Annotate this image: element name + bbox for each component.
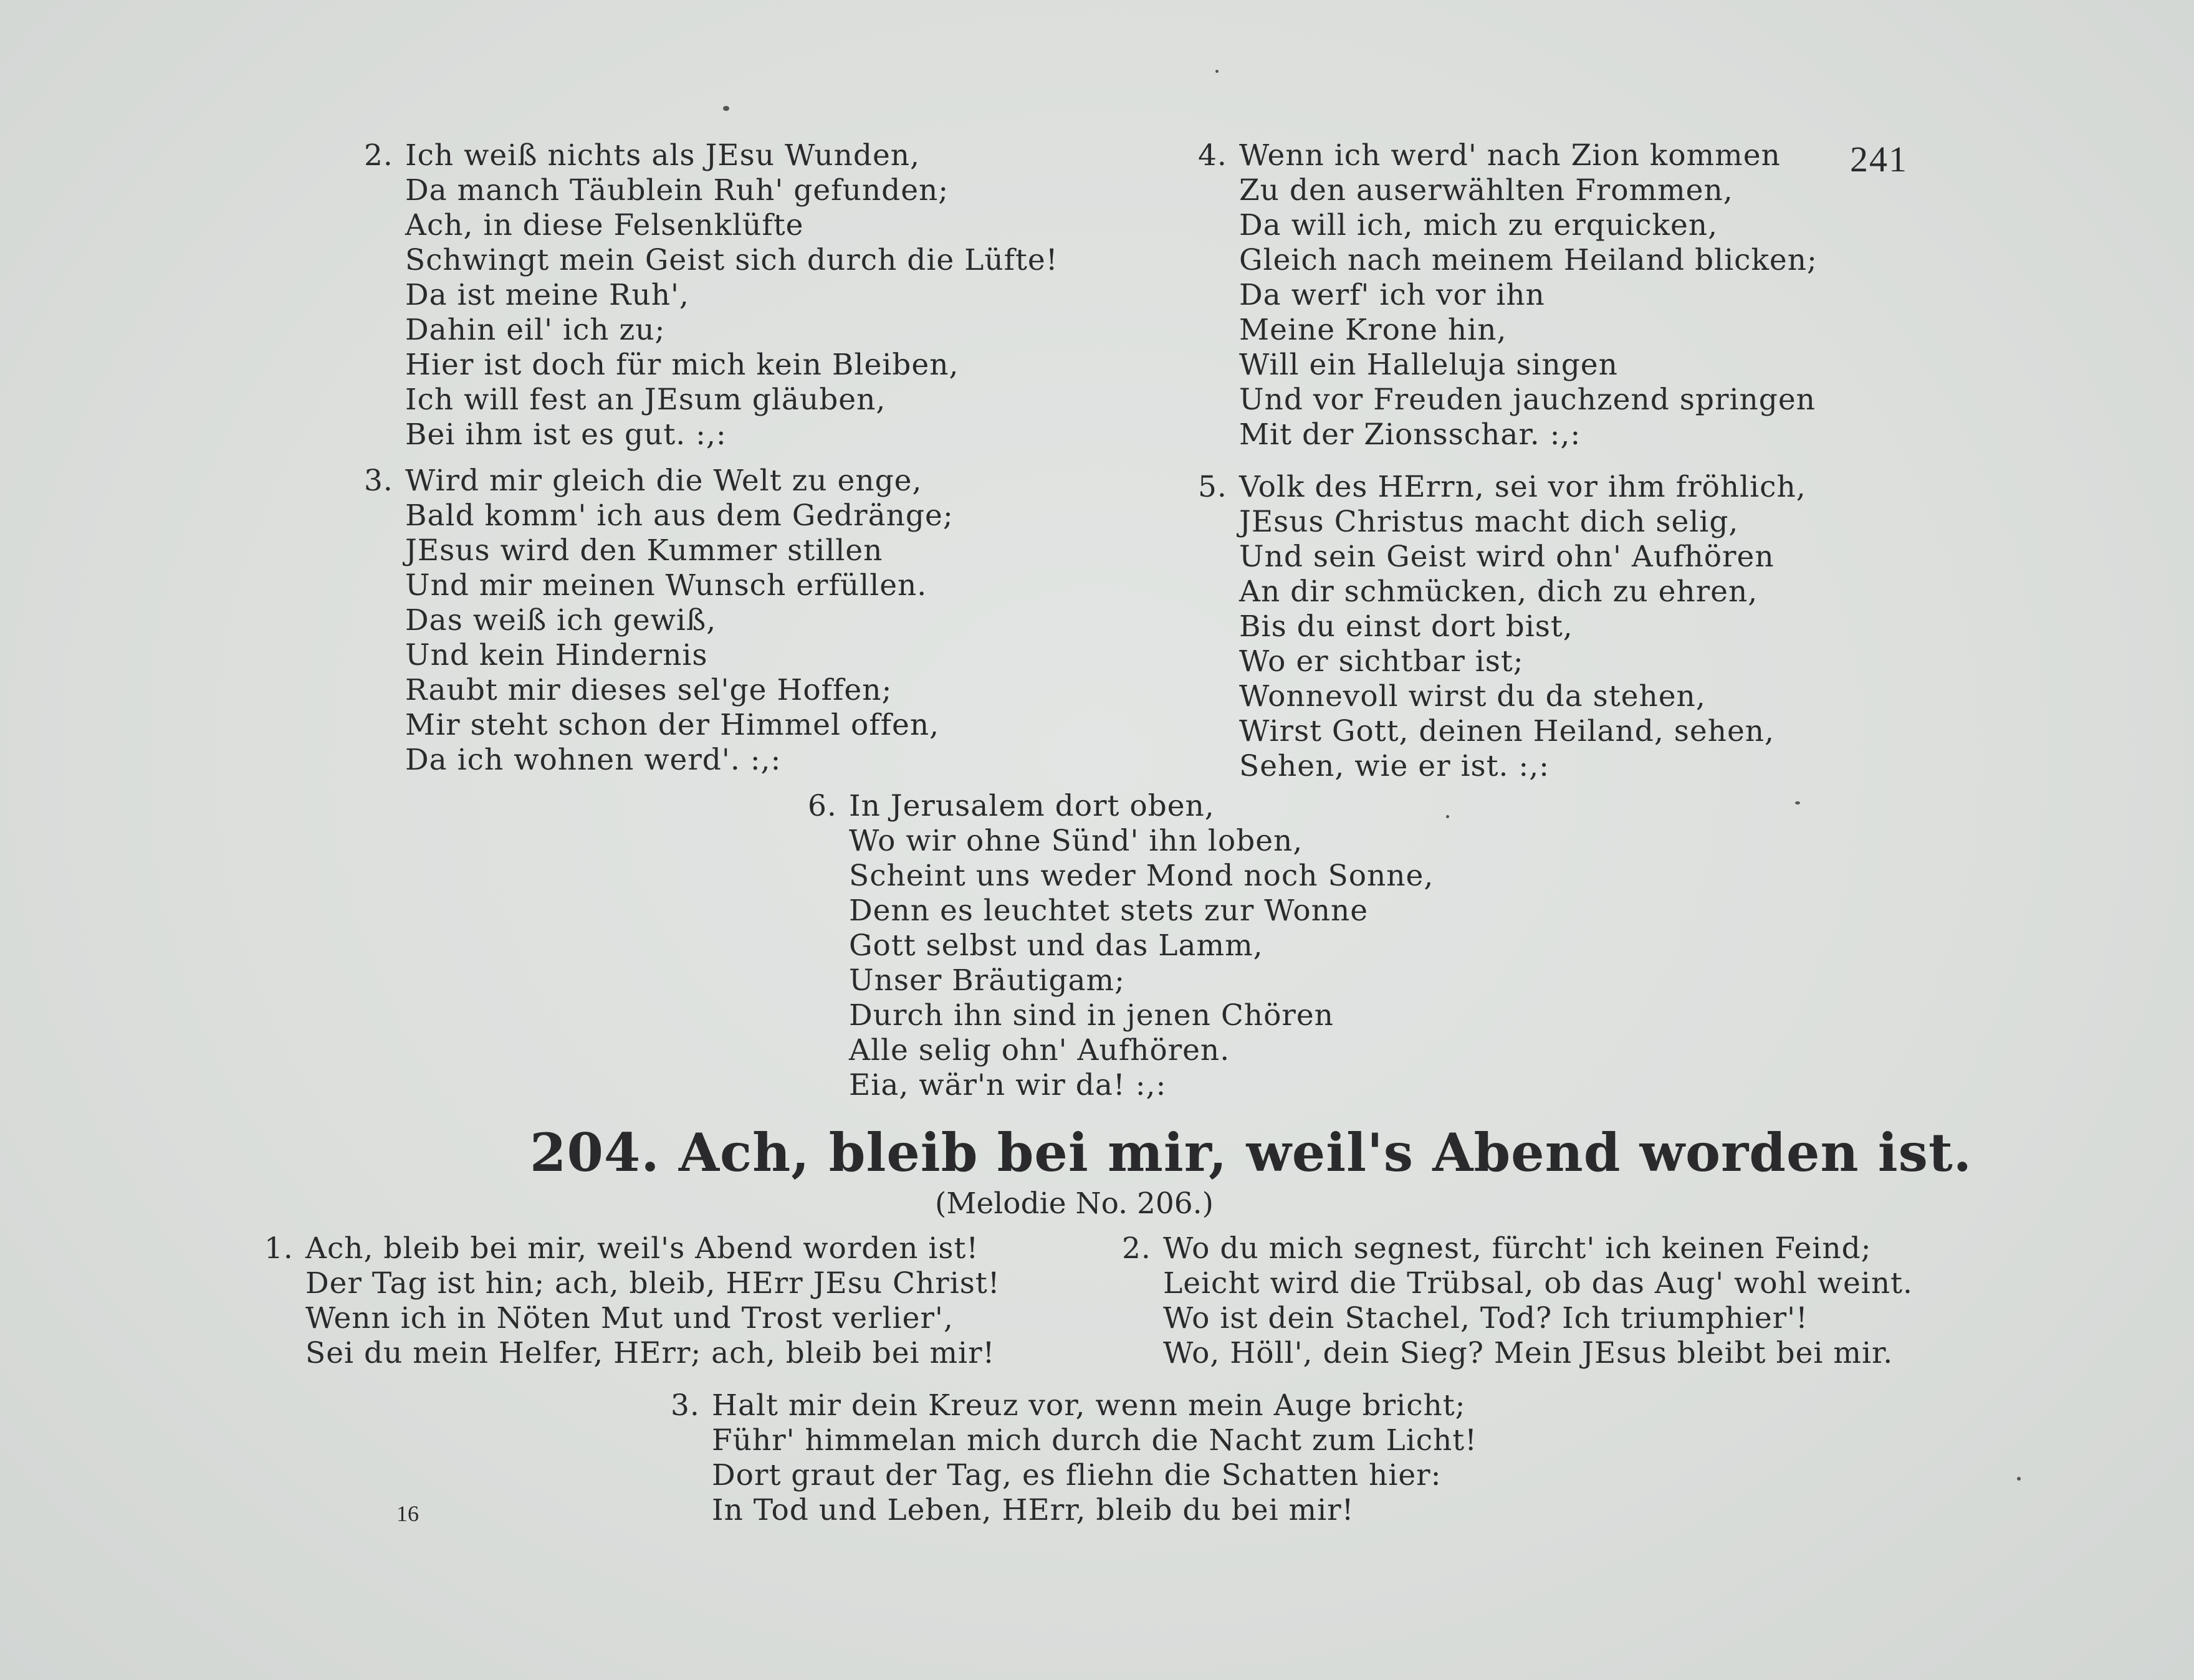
verse-line: Leicht wird die Trübsal, ob das Aug' wohl weint. xyxy=(1163,1266,1913,1301)
verse-line: Da werf' ich vor ihn xyxy=(1239,278,1545,312)
verse-line: Ach, in diese Felsenklüfte xyxy=(405,208,804,242)
verse-line: Mit der Zionsschar. :,: xyxy=(1239,418,1581,452)
verse-line: Eia, wär'n wir da! :,: xyxy=(849,1068,1167,1102)
verse-number: 5. xyxy=(1198,470,1227,504)
hymn-204-verse-3 xyxy=(671,1388,1477,1540)
verse-line: Gott selbst und das Lamm, xyxy=(849,928,1263,963)
verse-line: Wirst Gott, deinen Heiland, sehen, xyxy=(1239,714,1775,748)
verse-line: Dahin eil' ich zu; xyxy=(405,313,666,347)
verse-line: Sei du mein Helfer, HErr; ach, bleib bei mir! xyxy=(305,1336,995,1370)
verse-number: 6. xyxy=(808,789,837,823)
verse-line: Wo, Höll', dein Sieg? Mein JEsus bleibt bei mir. xyxy=(1163,1336,1894,1370)
verse-line: Und mir meinen Wunsch erfüllen. xyxy=(405,568,927,603)
verse-line: Will ein Halleluja singen xyxy=(1239,348,1618,382)
verse-line: Dort graut der Tag, es fliehn die Schatten hier: xyxy=(712,1458,1442,1492)
verse-line: Wo wir ohne Sünd' ihn loben, xyxy=(849,824,1303,858)
verse-line: Wo ist dein Stachel, Tod? Ich triumphier'! xyxy=(1163,1301,1808,1335)
verse-number: 4. xyxy=(1198,138,1227,173)
verse-line: Da ich wohnen werd'. :,: xyxy=(405,743,782,777)
verse-line: An dir schmücken, dich zu ehren, xyxy=(1239,575,1758,609)
hymn-203-verse-5 xyxy=(1198,470,1806,796)
verse-line: Volk des HErrn, sei vor ihm fröhlich, xyxy=(1239,470,1806,504)
verse-line: Schwingt mein Geist sich durch die Lüfte! xyxy=(405,243,1058,277)
verse-line: Wenn ich in Nöten Mut und Trost verlier', xyxy=(305,1301,954,1335)
signature-number: 16 xyxy=(396,1501,419,1526)
verse-line: Denn es leuchtet stets zur Wonne xyxy=(849,894,1369,928)
verse-line: JEsus wird den Kummer stillen xyxy=(405,533,883,568)
verse-line: Sehen, wie er ist. :,: xyxy=(1239,749,1550,783)
verse-line: Bald komm' ich aus dem Gedränge; xyxy=(405,499,954,533)
verse-line: Das weiß ich gewiß, xyxy=(405,603,717,637)
verse-line: Bei ihm ist es gut. :,: xyxy=(405,418,727,452)
verse-line: Ich will fest an JEsum gläuben, xyxy=(405,383,886,417)
verse-line: Wo er sichtbar ist; xyxy=(1239,644,1524,679)
verse-line: Zu den auserwählten Frommen, xyxy=(1239,173,1733,208)
print-speck xyxy=(1795,801,1800,804)
print-speck xyxy=(2017,1477,2021,1481)
verse-line: Führ' himmelan mich durch die Nacht zum Licht! xyxy=(712,1423,1478,1458)
verse-line: Wird mir gleich die Welt zu enge, xyxy=(405,464,922,498)
print-speck xyxy=(1215,70,1219,73)
verse-number: 3. xyxy=(671,1388,700,1423)
verse-line: Durch ihn sind in jenen Chören xyxy=(849,998,1334,1033)
verse-line: In Tod und Leben, HErr, bleib du bei mir! xyxy=(712,1493,1354,1527)
verse-line: Gleich nach meinem Heiland blicken; xyxy=(1239,243,1818,277)
verse-line: Wonnevoll wirst du da stehen, xyxy=(1239,679,1706,714)
verse-number: 3. xyxy=(364,464,393,498)
hymn-204-verse-2 xyxy=(1122,1231,1913,1383)
verse-line: Scheint uns weder Mond noch Sonne, xyxy=(849,859,1434,893)
verse-line: Raubt mir dieses sel'ge Hoffen; xyxy=(405,673,893,707)
hymn-203-verse-6 xyxy=(808,789,1434,1115)
verse-line: Da will ich, mich zu erquicken, xyxy=(1239,208,1718,242)
verse-line: Der Tag ist hin; ach, bleib, HErr JEsu Christ! xyxy=(305,1266,1000,1301)
verse-line: Und vor Freuden jauchzend springen xyxy=(1239,383,1816,417)
verse-line: In Jerusalem dort oben, xyxy=(849,789,1215,823)
verse-line: Halt mir dein Kreuz vor, wenn mein Auge bricht; xyxy=(712,1388,1466,1423)
verse-line: Da manch Täublein Ruh' gefunden; xyxy=(405,173,949,208)
verse-line: Alle selig ohn' Aufhören. xyxy=(849,1033,1230,1067)
hymn-203-verse-4 xyxy=(1198,138,1818,465)
hymn-204-title: 204. Ach, bleib bei mir, weil's Abend worden ist. xyxy=(530,1122,1973,1183)
verse-line: Ach, bleib bei mir, weil's Abend worden ist! xyxy=(305,1231,979,1266)
verse-line: Und kein Hindernis xyxy=(405,638,708,672)
verse-line: Mir steht schon der Himmel offen, xyxy=(405,708,940,742)
verse-line: JEsus Christus macht dich selig, xyxy=(1239,505,1739,539)
verse-line: Ich weiß nichts als JEsu Wunden, xyxy=(405,138,920,173)
verse-line: Da ist meine Ruh', xyxy=(405,278,689,312)
print-speck xyxy=(1446,815,1449,818)
hymn-203-verse-3 xyxy=(364,464,954,790)
verse-line: Meine Krone hin, xyxy=(1239,313,1507,347)
print-speck xyxy=(723,106,729,111)
page-number: 241 xyxy=(1850,139,1908,179)
hymn-204-melody: (Melodie No. 206.) xyxy=(935,1186,1214,1221)
verse-line: Bis du einst dort bist, xyxy=(1239,609,1573,644)
verse-number: 2. xyxy=(1122,1231,1151,1266)
verse-line: Und sein Geist wird ohn' Aufhören xyxy=(1239,540,1775,574)
verse-line: Unser Bräutigam; xyxy=(849,963,1125,998)
verse-number: 2. xyxy=(364,138,393,173)
verse-line: Wenn ich werd' nach Zion kommen xyxy=(1239,138,1781,173)
hymn-203-verse-2 xyxy=(364,138,1058,465)
hymn-204-verse-1 xyxy=(264,1231,1000,1383)
verse-line: Wo du mich segnest, fürcht' ich keinen Feind; xyxy=(1163,1231,1872,1266)
verse-number: 1. xyxy=(264,1231,294,1266)
verse-line: Hier ist doch für mich kein Bleiben, xyxy=(405,348,959,382)
